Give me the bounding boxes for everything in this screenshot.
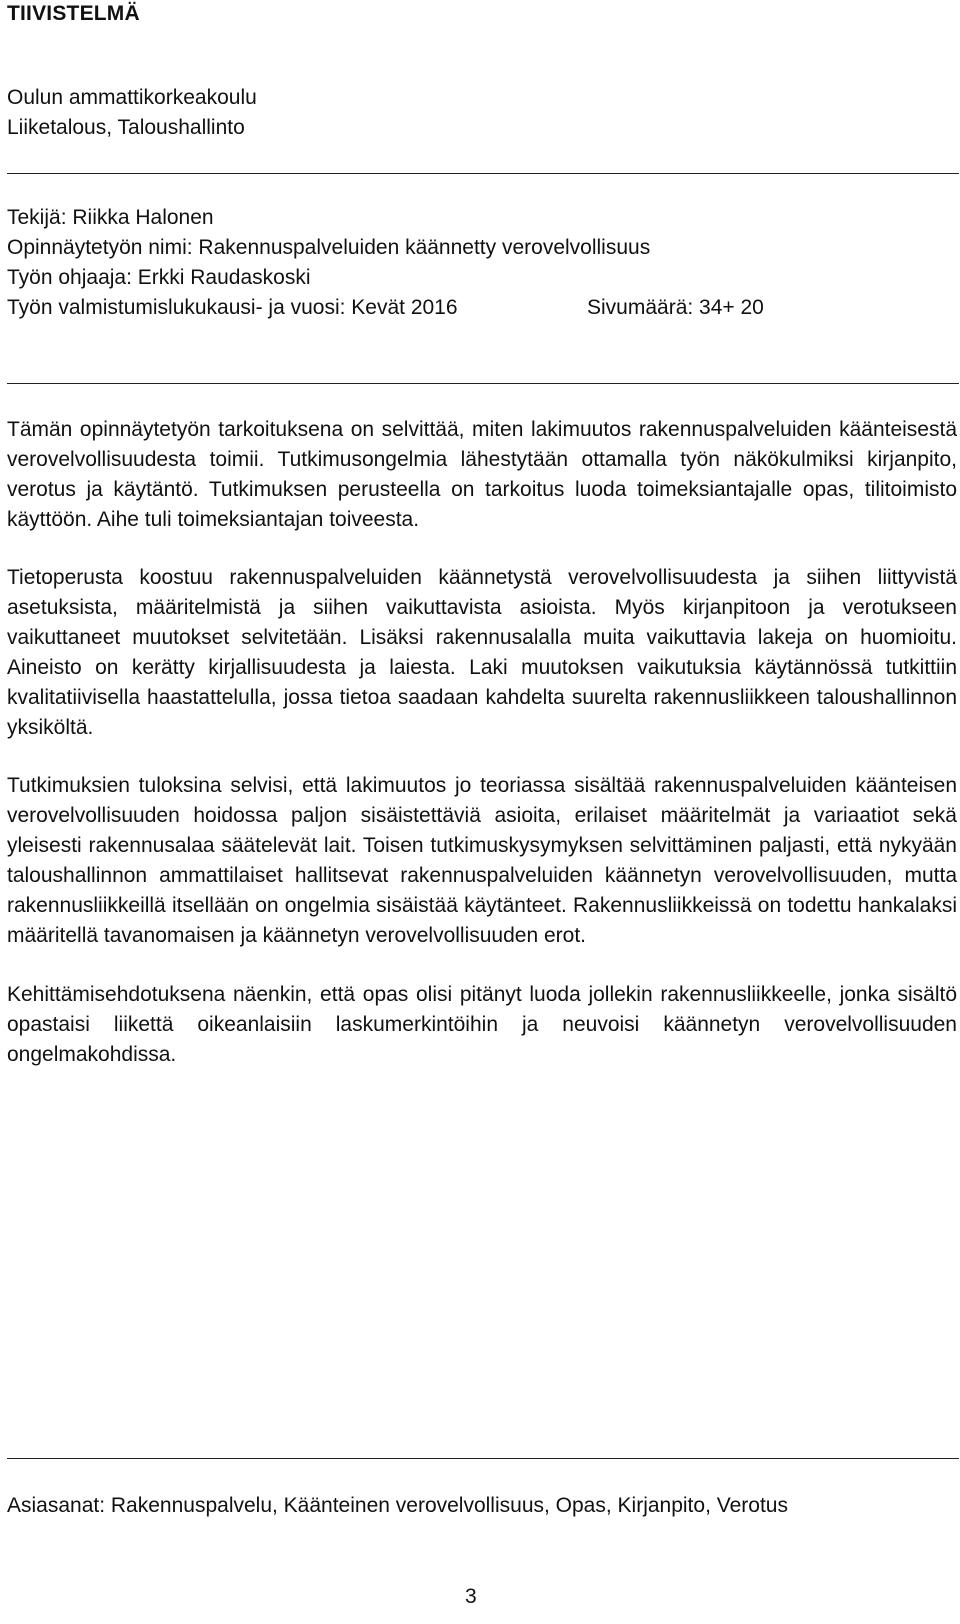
completion-row (7, 293, 764, 323)
author: Tekijä: Riikka Halonen (7, 206, 214, 229)
department: Liiketalous, Taloushallinto (7, 116, 245, 139)
top-divider (7, 173, 959, 174)
abstract-paragraph: Tutkimuksien tuloksina selvisi, että lakimuutos jo teoriassa sisältää rakennuspalveluiden käänteisen verovelvollisuuden hoidossa paljon sisäistettäviä asioita, erilaiset määritelmät ja variaatiot sekä yleisesti rakennusalaa säätelevät lait. Toisen tutkimuskysymyksen selvittäminen paljasti, että nykyään taloushallinnon ammattilaiset hallitsevat rakennuspalveluiden käännetyn verovelvollisuuden, mutta rakennusliikkeillä itsellään on ongelmia sisäistää käytänteet. Rakennusliikkeissä on todettu hankalaksi määritellä tavanomaisen ja käännetyn verovelvollisuuden erot. (7, 774, 957, 947)
page-number: 3 (465, 1585, 477, 1608)
abstract-paragraph: Tietoperusta koostuu rakennuspalveluiden käännetystä verovelvollisuudesta ja siihen liittyvistä asetuksista, määritelmistä ja siihen vaikuttavista asioista. Myös kirjanpitoon ja verotukseen vaikuttaneet muutokset selvitetään. Lisäksi rakennusalalla muita vaikuttavia lakeja on huomioitu. Aineisto on kerätty kirjallisuudesta ja laiesta. Laki muutoksen vaikutuksia käytännössä tutkittiin kvalitatiivisella haastattelulla, jossa tietoa saadaan kahdelta suurelta rakennusliikkeen taloushallinnon yksiköltä. (7, 566, 957, 739)
abstract-paragraph: Tämän opinnäytetyön tarkoituksena on selvittää, miten lakimuutos rakennuspalveluiden käänteisestä verovelvollisuudesta toimii. Tutkimusongelmia lähestytään ottamalla työn näkökulmiksi kirjanpito, verotus ja käytäntö. Tutkimuksen perusteella on tarkoitus luoda toimeksiantajalle opas, tilitoimisto käyttöön. Aihe tuli toimeksiantajan toiveesta. (7, 418, 957, 531)
thesis-name: Opinnäytetyön nimi: Rakennuspalveluiden käännetty verovelvollisuus (7, 236, 651, 259)
keywords: Asiasanat: Rakennuspalvelu, Käänteinen verovelvollisuus, Opas, Kirjanpito, Verotus (7, 1494, 788, 1517)
bottom-divider (7, 1458, 959, 1459)
middle-divider (7, 383, 959, 384)
document-page (7, 0, 957, 1624)
page-count: Sivumäärä: 34+ 20 (587, 296, 764, 319)
institution: Oulun ammattikorkeakoulu (7, 86, 257, 109)
completion: Työn valmistumislukukausi- ja vuosi: Kevät 2016 (7, 296, 458, 319)
page-heading: TIIVISTELMÄ (7, 2, 140, 25)
supervisor: Työn ohjaaja: Erkki Raudaskoski (7, 266, 311, 289)
abstract-paragraph: Kehittämisehdotuksena näenkin, että opas olisi pitänyt luoda jollekin rakennusliikkeelle, jonka sisältö opastaisi liikettä oikeanlaisiin laskumerkintöihin ja neuvoisi käännetyn verovelvollisuuden ongelmakohdissa. (7, 983, 957, 1066)
